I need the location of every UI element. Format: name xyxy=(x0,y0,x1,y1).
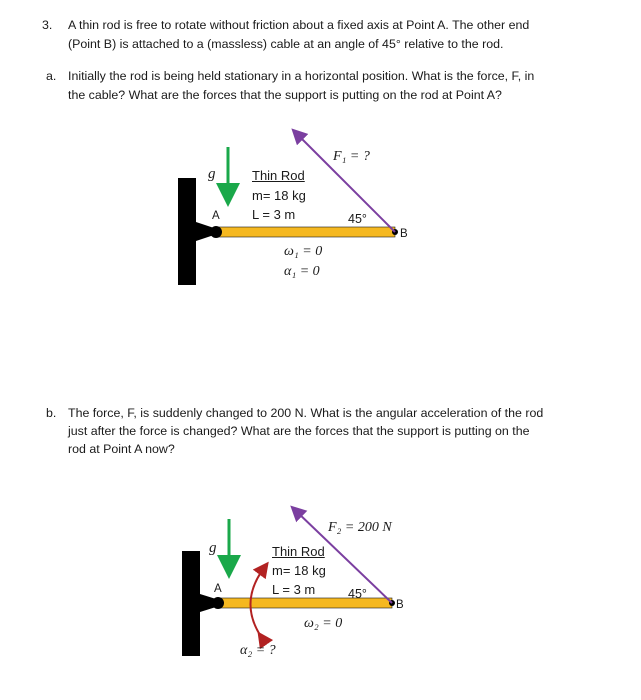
point-b-label-a: B xyxy=(400,228,408,240)
problem-line-2: (Point B) is attached to a (massless) cable at an angle of 45° relative to the rod. xyxy=(68,37,504,51)
force-label-b: F₂ = 200 N xyxy=(328,520,392,535)
point-a-label-b: A xyxy=(214,583,222,595)
rod-label-a: Thin Rod xyxy=(252,168,305,183)
gravity-label-b: g xyxy=(209,540,217,556)
angle-label-b: 45° xyxy=(348,587,367,601)
part-a-line-2: the cable? What are the forces that the support is putting on the rod at Point A? xyxy=(68,88,502,102)
force-label-a: F₁ = ? xyxy=(333,149,370,164)
support-wall-b xyxy=(182,551,200,656)
alpha-label-a: α₁ = 0 xyxy=(284,264,320,279)
omega-label-a: ω₁ = 0 xyxy=(284,244,323,259)
length-label-b: L = 3 m xyxy=(272,582,316,597)
part-b-line-2: just after the force is changed? What are the forces that the support is putting on the xyxy=(68,424,530,438)
part-a-marker: a. xyxy=(46,69,57,83)
point-a-label-a: A xyxy=(212,210,220,222)
mass-label-a: m= 18 kg xyxy=(252,188,306,203)
angle-label-a: 45° xyxy=(348,212,367,226)
part-b-line-1: The force, F, is suddenly changed to 200 N. What is the angular acceleration of the rod xyxy=(68,406,544,420)
pin-a-fig-b xyxy=(212,597,224,609)
length-label-a: L = 3 m xyxy=(252,207,296,222)
gravity-label-a: g xyxy=(208,166,216,182)
mass-label-b: m= 18 kg xyxy=(272,563,326,578)
part-a-line-1: Initially the rod is being held stationary in a horizontal position. What is the force, F, in xyxy=(68,69,535,83)
omega-label-b: ω₂ = 0 xyxy=(304,616,343,631)
part-b-line-3: rod at Point A now? xyxy=(68,442,175,456)
point-b-label-b: B xyxy=(396,599,404,611)
rod-label-b: Thin Rod xyxy=(272,544,325,559)
problem-number: 3. xyxy=(42,18,53,32)
problem-line-1: A thin rod is free to rotate without friction about a fixed axis at Point A. The other end xyxy=(68,18,530,32)
part-b-marker: b. xyxy=(46,406,57,420)
alpha-label-b: α₂ = ? xyxy=(240,643,276,658)
